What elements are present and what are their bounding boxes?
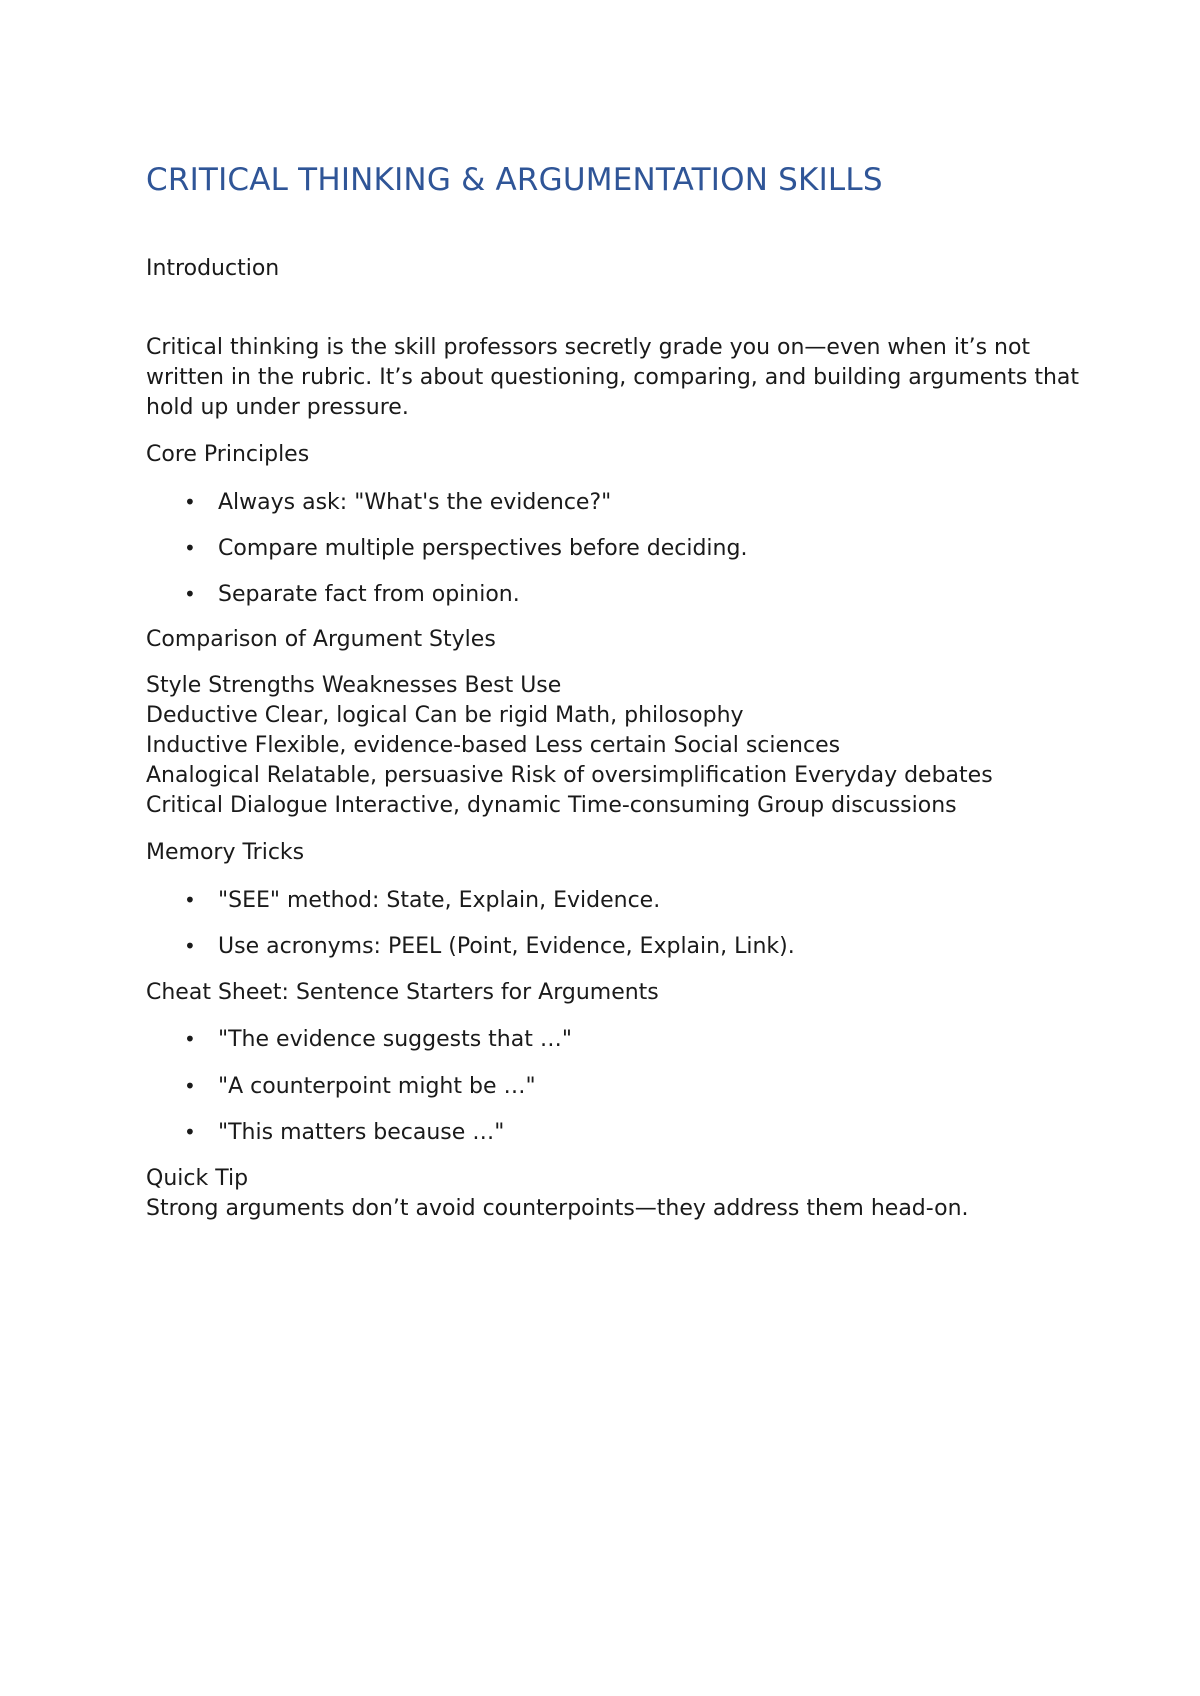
list-item [184, 1024, 572, 1055]
list-item [184, 1117, 504, 1148]
document-title: CRITICAL THINKING & ARGUMENTATION SKILLS [146, 162, 883, 198]
list-item [184, 931, 795, 962]
list-item-text: Compare multiple perspectives before deciding. [218, 536, 748, 561]
list-item [184, 533, 747, 564]
introduction-line: Critical thinking is the skill professors secretly grade you on—even when it’s not [146, 335, 1031, 360]
quick-tip-section [146, 1164, 969, 1224]
table-row: Deductive Clear, logical Can be rigid Math, philosophy [146, 703, 744, 728]
list-item-text: "SEE" method: State, Explain, Evidence. [218, 888, 661, 913]
list-item [184, 885, 660, 916]
quick-tip-heading: Quick Tip [146, 1166, 249, 1191]
table-row: Critical Dialogue Interactive, dynamic Time-consuming Group discussions [146, 793, 957, 818]
introduction-heading: Introduction [146, 256, 280, 281]
bullet-icon: • [184, 888, 196, 912]
list-item-text: Use acronyms: PEEL (Point, Evidence, Explain, Link). [218, 934, 795, 959]
memory-tricks-heading: Memory Tricks [146, 840, 305, 865]
introduction-line: hold up under pressure. [146, 395, 409, 420]
core-principles-heading: Core Principles [146, 442, 310, 467]
list-item-text: "This matters because …" [218, 1120, 505, 1145]
bullet-icon: • [184, 536, 196, 560]
bullet-icon: • [184, 1027, 196, 1051]
cheat-sheet-heading: Cheat Sheet: Sentence Starters for Arguments [146, 980, 659, 1005]
introduction-line: written in the rubric. It’s about questioning, comparing, and building arguments that [146, 365, 1079, 390]
list-item [184, 487, 611, 518]
introduction-paragraph [146, 333, 1079, 423]
list-item-text: Separate fact from opinion. [218, 582, 520, 607]
comparison-heading: Comparison of Argument Styles [146, 627, 496, 652]
list-item-text: Always ask: "What's the evidence?" [218, 490, 612, 515]
bullet-icon: • [184, 934, 196, 958]
table-row: Analogical Relatable, persuasive Risk of oversimplification Everyday debates [146, 763, 993, 788]
list-item [184, 579, 520, 610]
bullet-icon: • [184, 490, 196, 514]
table-row: Inductive Flexible, evidence-based Less certain Social sciences [146, 733, 841, 758]
list-item [184, 1071, 536, 1102]
bullet-icon: • [184, 582, 196, 606]
comparison-table [146, 671, 993, 821]
bullet-icon: • [184, 1120, 196, 1144]
list-item-text: "A counterpoint might be …" [218, 1074, 536, 1099]
table-row: Style Strengths Weaknesses Best Use [146, 673, 562, 698]
bullet-icon: • [184, 1074, 196, 1098]
list-item-text: "The evidence suggests that …" [218, 1027, 572, 1052]
quick-tip-text: Strong arguments don’t avoid counterpoints—they address them head-on. [146, 1196, 969, 1221]
